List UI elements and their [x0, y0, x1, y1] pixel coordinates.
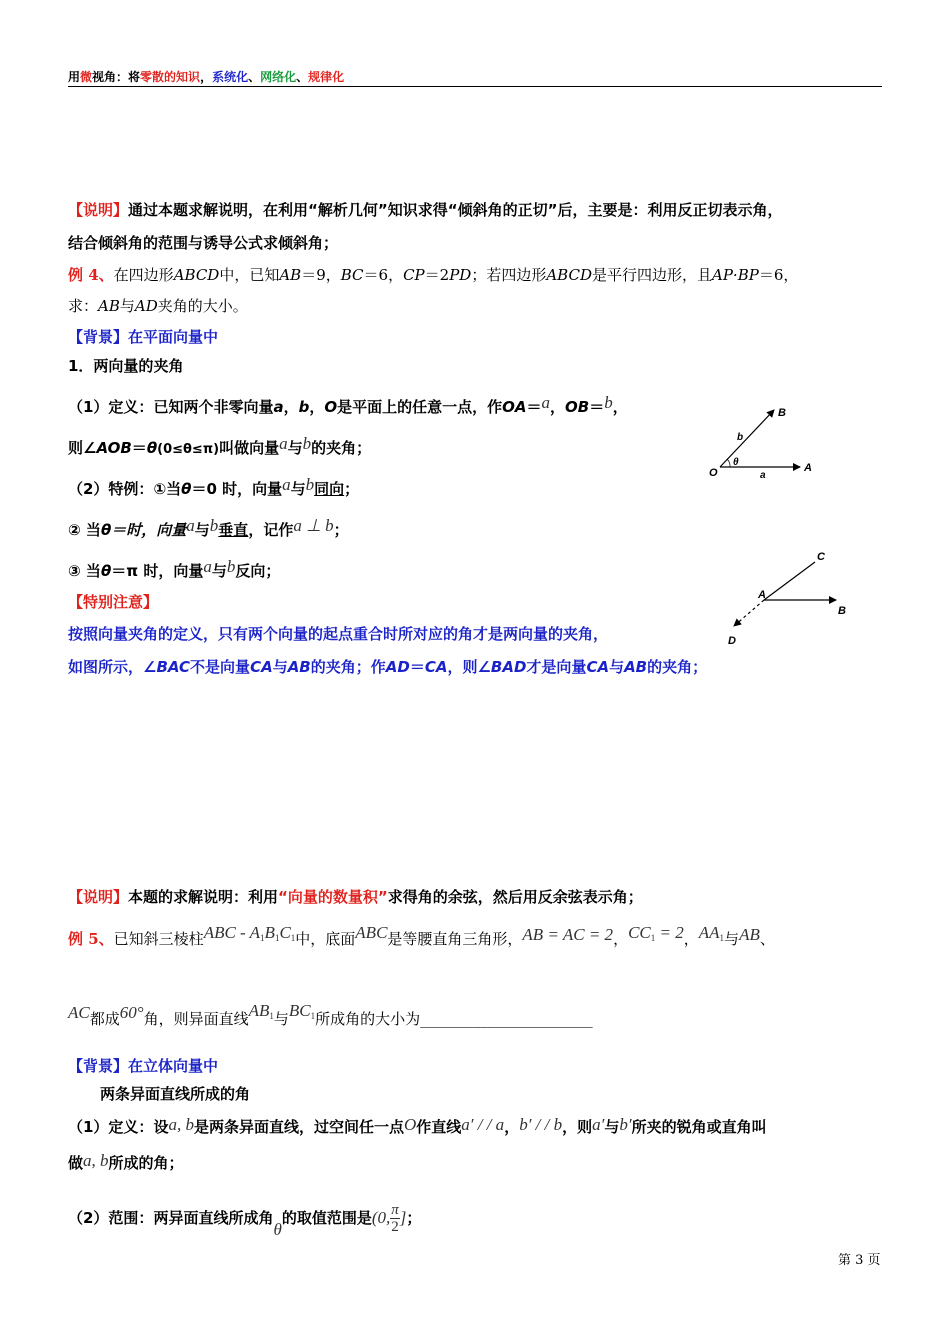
math: a′ [592, 1115, 605, 1134]
text: ； [333, 521, 349, 539]
math: CP [403, 266, 425, 284]
text: 与 [119, 297, 135, 315]
math-aa1 [699, 923, 724, 942]
math: AOB [96, 439, 132, 457]
text: ＝π 时，向量 [111, 562, 204, 580]
text: ＝2 [424, 266, 450, 284]
math: C [279, 923, 291, 942]
math-prism [204, 923, 296, 942]
note2-line [68, 886, 643, 907]
text: 与 [604, 1118, 620, 1136]
text: ＝6， [758, 266, 799, 284]
special-note-line2 [68, 656, 707, 677]
range-line [68, 1202, 422, 1239]
math: CC [628, 923, 651, 942]
math: CA [250, 658, 273, 676]
math-cc1 [628, 923, 684, 942]
definition-line-2 [68, 434, 372, 458]
text: 与 [287, 439, 303, 457]
section-heading: 1．两向量的夹角 [68, 357, 184, 375]
example4-line1 [68, 264, 798, 285]
math: AD [385, 658, 410, 676]
math: ABC - A [203, 923, 261, 942]
example5-line2 [68, 1001, 593, 1029]
label-O: O [709, 467, 718, 479]
text: 同向 [314, 480, 345, 498]
text: 所成角的大小为 [315, 1010, 421, 1028]
text: 叫做向量 [219, 439, 280, 457]
text: 已知斜三棱柱 [113, 930, 204, 948]
math: BAC [156, 658, 191, 676]
math: θ [273, 1220, 282, 1239]
example4-line2 [68, 295, 248, 316]
vector-AD-line [734, 600, 764, 626]
math: b′ / / b [519, 1115, 563, 1134]
note-tag: 【说明】 [68, 888, 129, 906]
math: B [264, 923, 275, 942]
header-text: 网络化 [260, 70, 297, 84]
text: ；若四边形 [471, 266, 547, 284]
text: ＝ [131, 439, 147, 457]
text: ② 当 [68, 521, 101, 539]
text: ，则∠ [447, 658, 491, 676]
math-ab1 [249, 1001, 274, 1020]
text: 反向； [235, 562, 281, 580]
fraction-den: 2 [391, 1219, 399, 1235]
vector-b-line [720, 410, 774, 467]
page-number: 第 3 页 [838, 1253, 881, 1268]
text: 与 [273, 1010, 289, 1028]
special-case-2 [68, 516, 349, 540]
header-text: 微 [80, 70, 93, 84]
text: ＝0 时，向量 [191, 480, 283, 498]
math: AB [98, 297, 120, 315]
text: 时，向量 [126, 521, 187, 539]
text: ； [344, 480, 360, 498]
note1-line1 [68, 199, 782, 220]
math: b [298, 398, 310, 416]
math: θ [146, 439, 158, 457]
math: a [282, 475, 291, 494]
math: CA [586, 658, 610, 676]
math: 60° [119, 1003, 144, 1022]
text: ，则 [562, 1118, 593, 1136]
text: ＝ [409, 658, 425, 676]
math: a [203, 557, 212, 576]
text: 与 [290, 480, 306, 498]
segment-AC-line [764, 562, 815, 600]
label-a: a [760, 470, 766, 481]
page-header [68, 68, 344, 85]
math: a [279, 434, 288, 453]
special-note-line1: 按照向量夹角的定义，只有两个向量的起点重合时所对应的角才是两向量的夹角， [68, 625, 609, 643]
text: 做 [68, 1154, 84, 1172]
note-text: 本题的求解说明：利用 [128, 888, 279, 906]
math: (0≤θ≤π) [157, 442, 220, 457]
fraction-pi-over-2 [390, 1202, 400, 1235]
text: ＝ [526, 398, 542, 416]
note-text: 通过本题求解说明，在利用“解析几何”知识求得“倾斜角的正切”后，主要是：利用反正切表示角， [128, 201, 783, 219]
special-case-1 [68, 475, 360, 499]
math: CA [424, 658, 448, 676]
note-text: 求得角的余弦，然后用反余弦表示角； [387, 888, 643, 906]
math: AA [698, 923, 720, 942]
math: PD [449, 266, 472, 284]
special-case-3 [68, 557, 281, 581]
text: 中，底面 [295, 930, 356, 948]
math: b [604, 393, 613, 412]
math: b [209, 516, 219, 535]
math: AC [68, 1003, 90, 1022]
header-text: ， [200, 70, 213, 84]
math: a, b [168, 1115, 194, 1134]
example-label: 例 4、 [68, 266, 114, 284]
math: BC [288, 1001, 311, 1020]
definition-line [68, 393, 628, 417]
text: ， [504, 1118, 520, 1136]
label-C: C [817, 551, 825, 563]
math: b′ [619, 1115, 632, 1134]
math-sub: 1 [310, 1011, 316, 1021]
math: ABCD [546, 266, 592, 284]
math: O [324, 398, 338, 416]
background-label-2: 【背景】在立体向量中 [68, 1057, 219, 1075]
math: a [186, 516, 195, 535]
math: ABC [355, 923, 388, 942]
math: OB [565, 398, 590, 416]
text: 与 [194, 521, 210, 539]
text: 求： [68, 297, 99, 315]
text: （1）定义：设 [68, 1118, 169, 1136]
text: ， [550, 398, 566, 416]
math: AD [134, 297, 158, 315]
math-sub: 1 [274, 933, 280, 943]
text: ， [283, 398, 299, 416]
header-text: 用 [68, 70, 81, 84]
header-text: 零散的知识 [140, 70, 201, 84]
math: AP·BP [712, 266, 759, 284]
vector-angle-figure [700, 400, 830, 485]
example-label: 例 5、 [68, 930, 114, 948]
math-bc1 [289, 1001, 315, 1020]
header-text: 、 [248, 70, 261, 84]
text: 垂直 [218, 521, 249, 539]
header-text: 规律化 [308, 70, 345, 84]
math: a [541, 393, 551, 412]
text: 与 [211, 562, 227, 580]
header-text: 、 [296, 70, 309, 84]
math: θ [100, 521, 112, 539]
text: ③ 当 [68, 562, 101, 580]
math: = 2 [655, 923, 684, 942]
text: 所成的角； [108, 1154, 184, 1172]
math: ABCD [173, 266, 220, 284]
text: 是平行四边形，且 [591, 266, 712, 284]
text: 是等腰直角三角形， [387, 930, 523, 948]
note-highlight: “向量的数量积” [278, 888, 388, 906]
text: 作直线 [416, 1118, 462, 1136]
text: ， [683, 930, 699, 948]
text: ＝ [589, 398, 605, 416]
math: θ [181, 480, 192, 498]
math: b [302, 434, 312, 453]
math: AB [287, 658, 311, 676]
section-heading-2: 两条异面直线所成的角 [100, 1085, 251, 1103]
math: BAD [490, 658, 527, 676]
label-b: b [737, 432, 744, 443]
header-text: 视角：将 [92, 70, 141, 84]
text: ， [612, 398, 628, 416]
label-A: A [804, 462, 812, 474]
math-sub: 1 [290, 933, 296, 943]
text: 是平面上的任意一点，作 [337, 398, 503, 416]
text: 是两条异面直线，过空间任一点 [193, 1118, 404, 1136]
example5-line1 [68, 923, 775, 949]
text: 与 [609, 658, 625, 676]
note-tag: 【说明】 [68, 201, 129, 219]
text: 的夹角；作 [310, 658, 386, 676]
definition-line-3d-2 [68, 1152, 184, 1173]
math-sub: 1 [719, 933, 725, 943]
text: ，记作 [248, 521, 294, 539]
text: （2）特例：①当 [68, 480, 182, 498]
text: 与 [272, 658, 288, 676]
non-common-origin-figure [718, 545, 858, 650]
math: b [226, 557, 236, 576]
text: 如图所示，∠ [68, 658, 157, 676]
note1-line2 [68, 232, 338, 253]
fraction-num: π [391, 1202, 399, 1218]
math: AB = AC = 2 [522, 925, 614, 944]
text: （2）范围：两异面直线所成角 [68, 1209, 274, 1227]
text: 的夹角； [311, 439, 372, 457]
math: b [305, 475, 315, 494]
math-sub: 1 [269, 1011, 274, 1021]
text: ＝6， [363, 266, 404, 284]
math: a, b [83, 1151, 109, 1170]
math: (0, [371, 1208, 391, 1227]
header-text: 系统化 [212, 70, 249, 84]
math: AB [739, 925, 760, 944]
math: a′ / / a [461, 1115, 505, 1134]
text: 不是向量 [190, 658, 251, 676]
label-A: A [758, 589, 766, 601]
math: a ⊥ b [293, 516, 334, 535]
text: 夹角的大小。 [157, 297, 248, 315]
text: 中，已知 [219, 266, 280, 284]
label-theta: θ [733, 457, 739, 468]
note-text: 结合倾斜角的范围与诱导公式求倾斜角； [68, 234, 339, 252]
text: ， [309, 398, 325, 416]
math: AB [248, 1001, 270, 1020]
text: ； [406, 1209, 422, 1227]
math: θ [100, 562, 112, 580]
special-note-label: 【特别注意】 [68, 593, 159, 611]
text: 所夹的锐角或直角叫 [631, 1118, 767, 1136]
text: 在四边形 [113, 266, 174, 284]
answer-blank[interactable]: _______________________ [420, 1010, 593, 1028]
text: 角，则异面直线 [143, 1010, 249, 1028]
math: a [273, 398, 284, 416]
background-label: 【背景】在平面向量中 [68, 328, 219, 346]
label-B: B [838, 605, 846, 617]
text: 、 [759, 930, 775, 948]
angle-arc [727, 459, 730, 467]
math: BC [340, 266, 364, 284]
text: 与 [724, 930, 740, 948]
header-divider [68, 86, 882, 87]
math-sub: 1 [650, 933, 656, 943]
text: 的夹角； [647, 658, 708, 676]
text: 则∠ [68, 439, 97, 457]
text: ＝ [111, 521, 127, 539]
text: 都成 [89, 1010, 120, 1028]
math: O [403, 1115, 417, 1134]
text: 才是向量 [526, 658, 587, 676]
label-B: B [778, 407, 786, 419]
text: ， [613, 930, 629, 948]
text: （1）定义：已知两个非零向量 [68, 398, 274, 416]
text: ＝9， [301, 266, 341, 284]
definition-line-3d [68, 1116, 767, 1137]
text: 的取值范围是 [281, 1209, 372, 1227]
math: ] [399, 1208, 407, 1227]
math-sub: 1 [260, 933, 265, 943]
label-D: D [728, 635, 736, 647]
math: AB [279, 266, 302, 284]
math: AB [624, 658, 648, 676]
math: OA [502, 398, 527, 416]
